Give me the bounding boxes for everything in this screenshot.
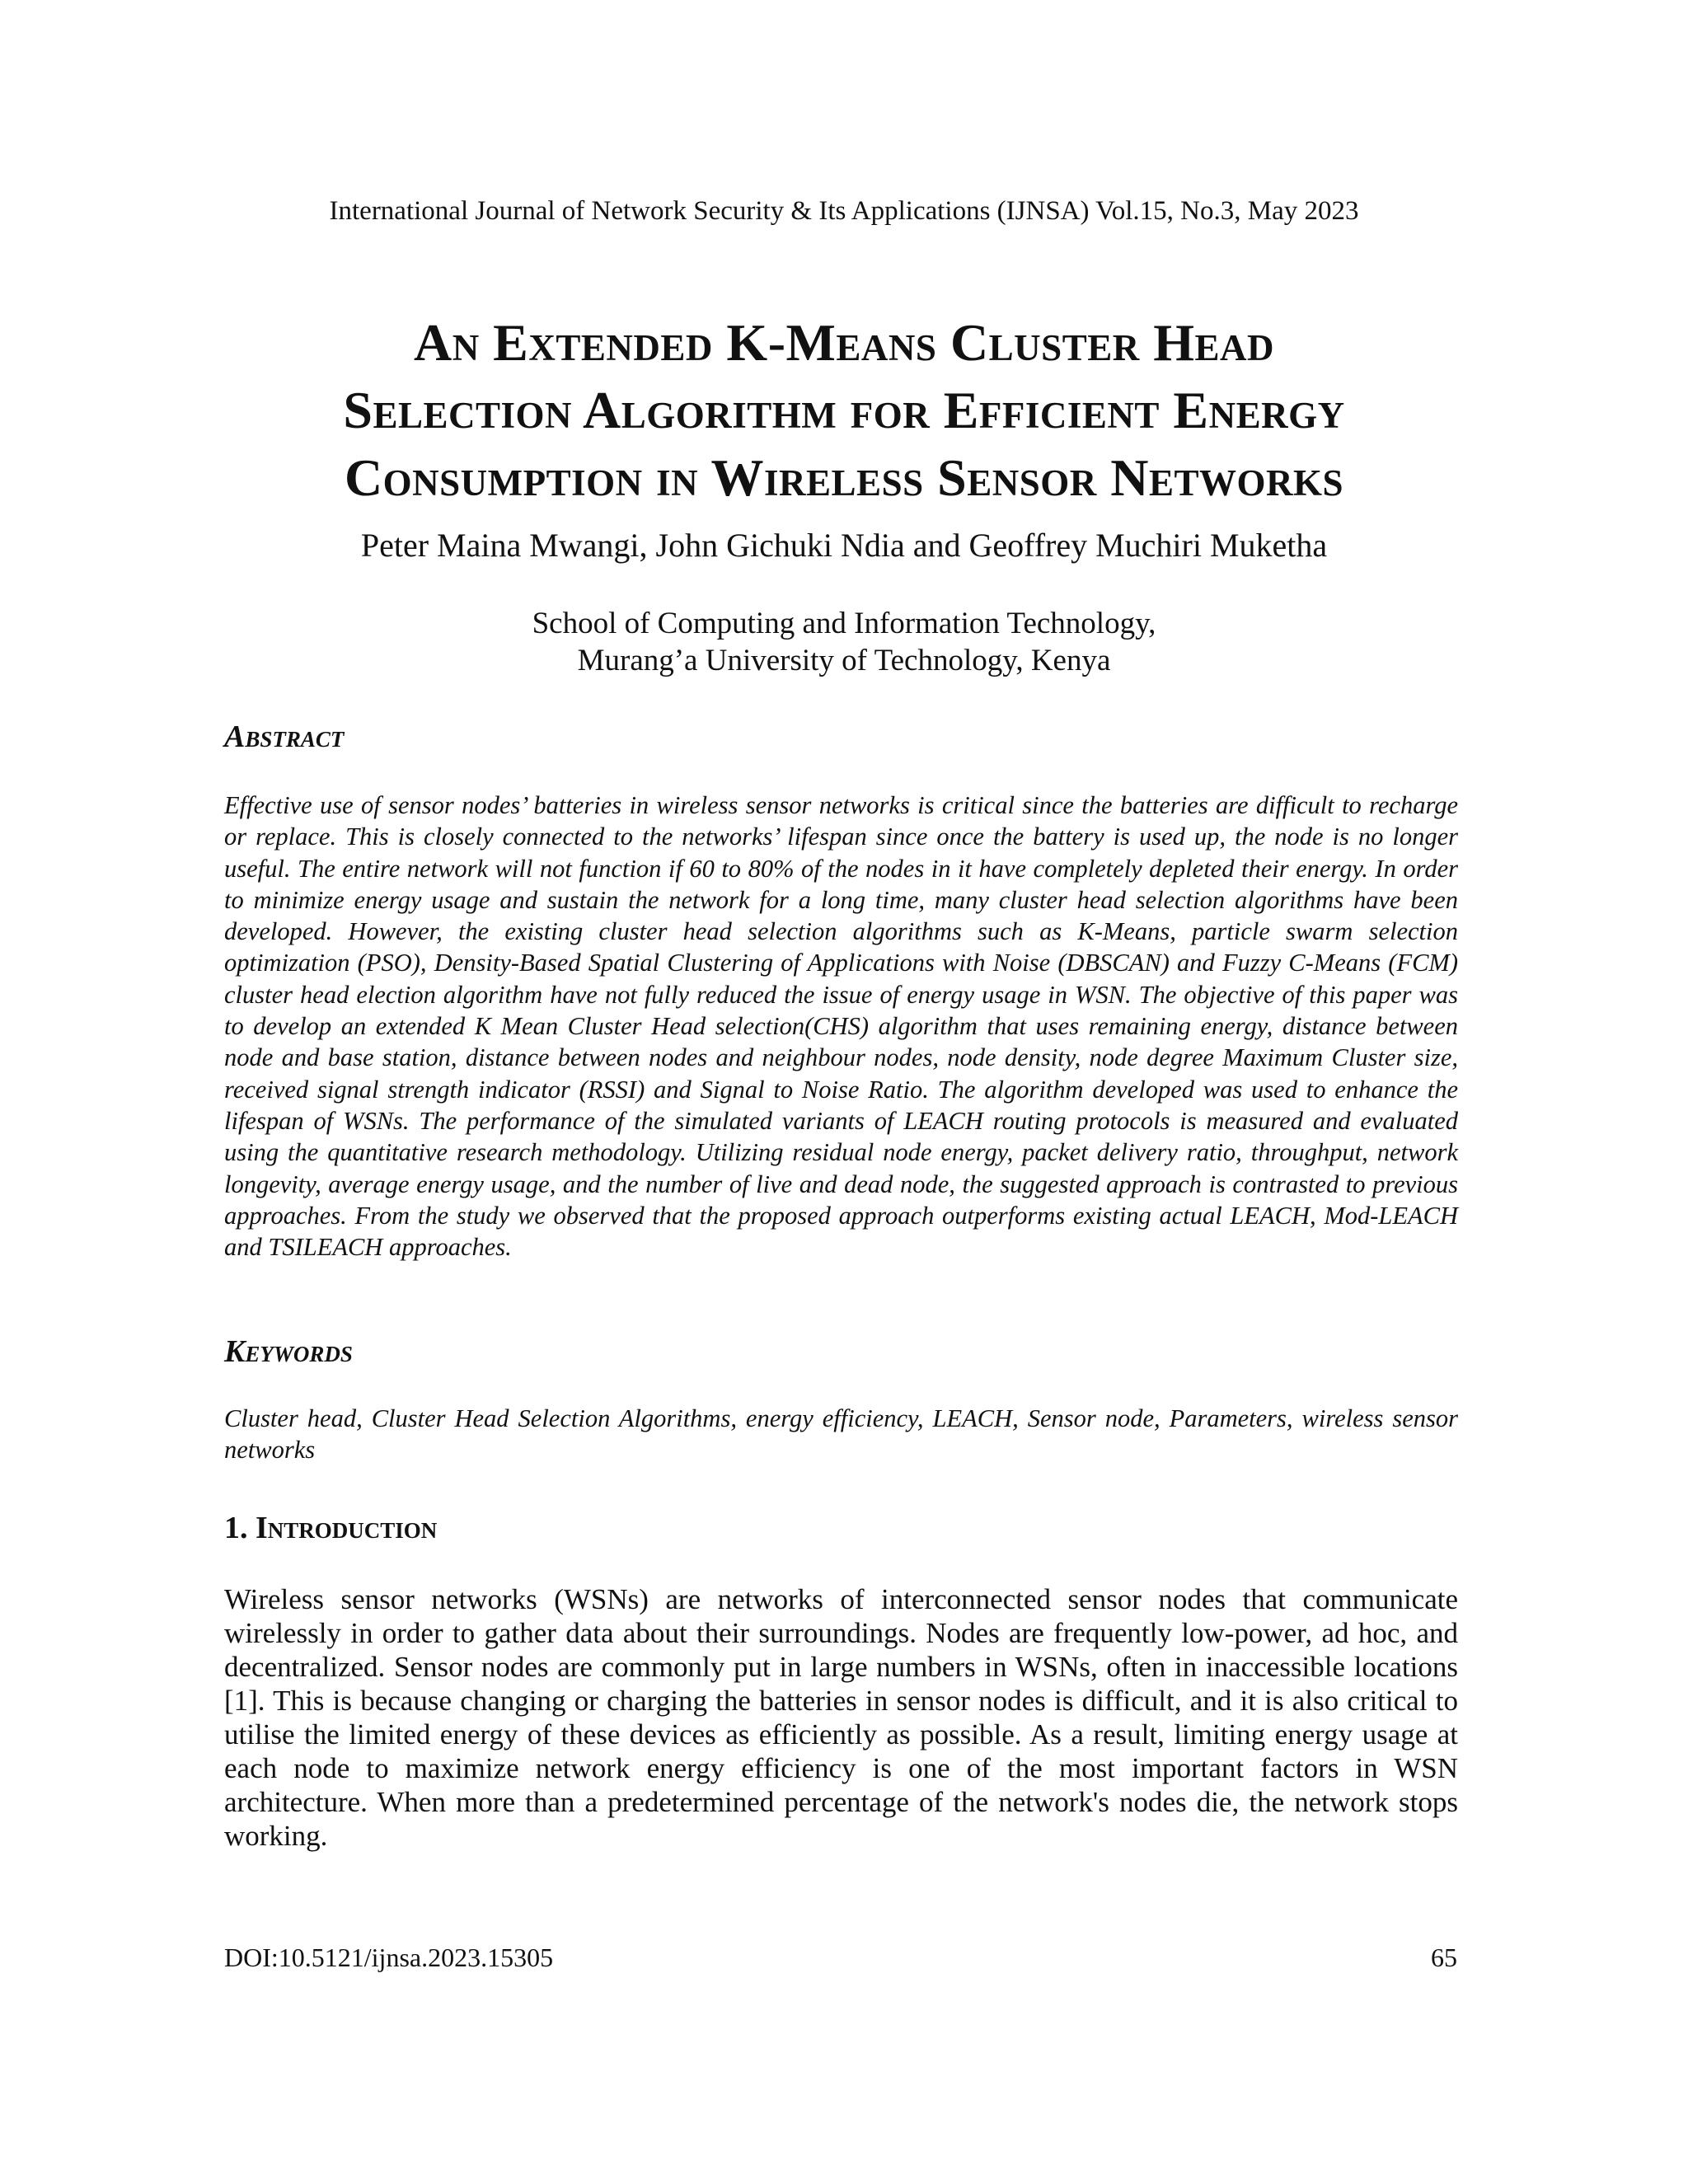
page-number: 65 [1431, 1943, 1457, 1972]
introduction-text: Wireless sensor networks (WSNs) are networks of interconnected sensor nodes that communicate wirelessly in order to gather data about their surroundings. Nodes are frequently low-power, ad hoc, and decentralized. Sensor nodes are commonly put in large numbers in WSNs, often in inaccessible locations [1]. This is because changing or charging the batteries in sensor nodes is difficult, and it is also critical to utilise the limited energy of these devices as efficiently as possible. As a result, limiting energy usage at each node to maximize network energy efficiency is one of the most important factors in WSN architecture. When more than a predetermined percentage of the network's nodes die, the network stops working. [224, 1583, 1458, 1852]
introduction-heading: 1. Introduction [224, 1511, 438, 1545]
affiliation [0, 605, 1688, 679]
keywords-text: Cluster head, Cluster Head Selection Algorithms, energy efficiency, LEACH, Sensor node, Parameters, wireless sensor networks [224, 1404, 1458, 1465]
title-line-3: Consumption in Wireless Sensor Networks [344, 448, 1344, 507]
doi-footer: DOI:10.5121/ijnsa.2023.15305 [224, 1943, 554, 1972]
paper-title [124, 309, 1564, 512]
affiliation-line-1: School of Computing and Information Technology, [532, 607, 1156, 640]
title-line-1: An Extended K-Means Cluster Head [413, 313, 1275, 372]
abstract-heading: Abstract [224, 719, 345, 754]
title-line-2: Selection Algorithm for Efficient Energy [343, 381, 1345, 439]
running-header: International Journal of Network Security & Its Applications (IJNSA) Vol.15, No.3, May 2023 [329, 196, 1359, 226]
abstract-text: Effective use of sensor nodes’ batteries in wireless sensor networks is critical since the batteries are difficult to recharge or replace. This is closely connected to the networks’ lifespan since once the battery is used up, the node is no longer useful. The entire network will not function if 60 to 80% of the nodes in it have completely depleted their energy. In order to minimize energy usage and sustain the network for a long time, many cluster head selection algorithms have been developed. However, the existing cluster head selection algorithms such as K-Means, particle swarm selection optimization (PSO), Density-Based Spatial Clustering of Applications with Noise (DBSCAN) and Fuzzy C-Means (FCM) cluster head election algorithm have not fully reduced the issue of energy usage in WSN. The objective of this paper was to develop an extended K Mean Cluster Head selection(CHS) algorithm that uses remaining energy, distance between node and base station, distance between nodes and neighbour nodes, node density, node degree Maximum Cluster size, received signal strength indicator (RSSI) and Signal to Noise Ratio. The algorithm developed was used to enhance the lifespan of WSNs. The performance of the simulated variants of LEACH routing protocols is measured and evaluated using the quantitative research methodology. Utilizing residual node energy, packet delivery ratio, throughput, network longevity, average energy usage, and the number of live and dead node, the suggested approach is contrasted to previous approaches. From the study we observed that the proposed approach outperforms existing actual LEACH, Mod-LEACH and TSILEACH approaches. [224, 791, 1458, 1262]
authors: Peter Maina Mwangi, John Gichuki Ndia and Geoffrey Muchiri Muketha [360, 527, 1328, 564]
affiliation-line-2: Murang’a University of Technology, Kenya [577, 644, 1111, 677]
keywords-heading: Keywords [224, 1334, 353, 1369]
